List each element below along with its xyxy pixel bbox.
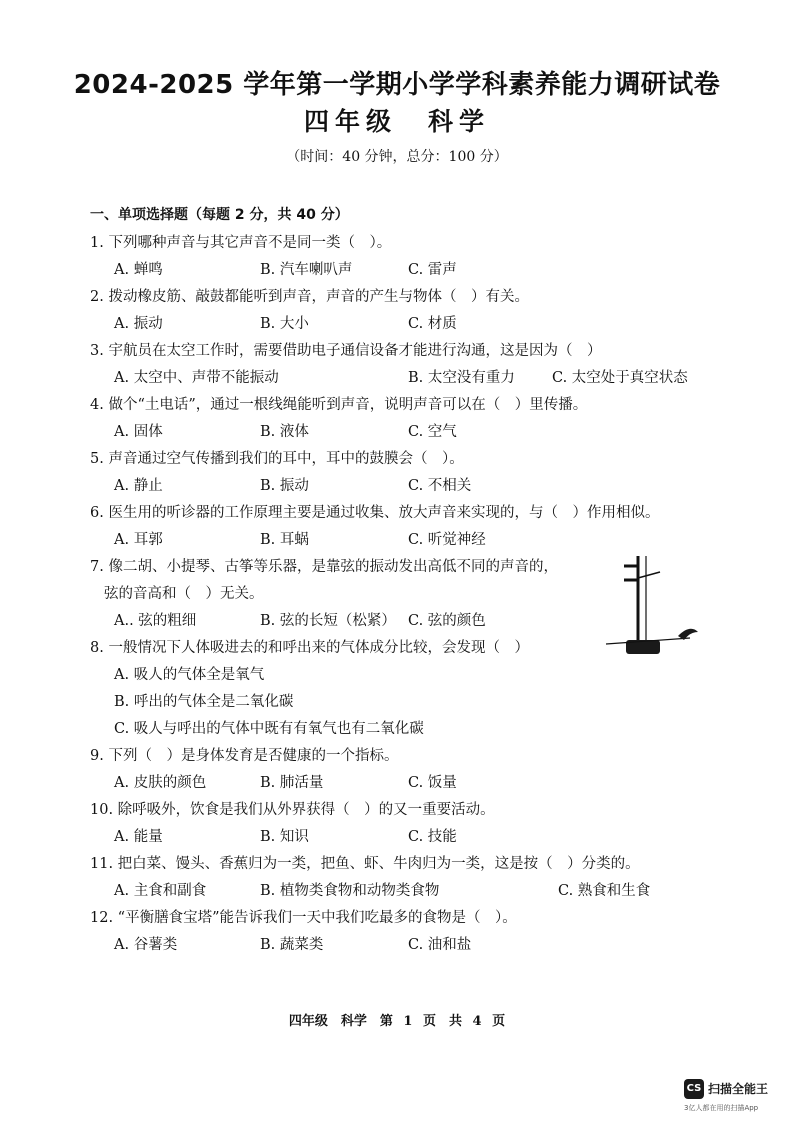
question-4-options [90,419,710,446]
watermark-name: 扫描全能王 [708,1082,769,1096]
erhu-illustration [598,548,708,668]
option-c[interactable]: C. 弦的颜色 [408,613,486,629]
section-title: 一、单项选择题（每题 2 分，共 40 分） [90,207,349,223]
option-a[interactable]: A. 固体 [114,424,163,440]
scanner-watermark [684,1079,790,1119]
question-1-options [90,257,710,284]
question-5: 5. 声音通过空气传播到我们的耳中，耳中的鼓膜会（ ）。 [90,451,464,467]
option-b[interactable]: B. 太空没有重力 [408,370,515,386]
option-c[interactable]: C. 雷声 [408,262,457,278]
question-12: 12. “平衡膳食宝塔”能告诉我们一天中我们吃最多的食物是（ ）。 [90,910,517,926]
question-2-options [90,311,710,338]
option-c[interactable]: C. 太空处于真空状态 [552,370,688,386]
question-7-continued: 弦的音高和（ ）无关。 [104,586,264,602]
option-a[interactable]: A. 能量 [114,829,163,845]
option-c[interactable]: C. 饭量 [408,775,457,791]
exam-title: 2024-2025 学年第一学期小学学科素养能力调研试卷 [73,70,721,100]
option-c[interactable]: C. 空气 [408,424,457,440]
option-b[interactable]: B. 植物类食物和动物类食物 [260,883,440,899]
question-3: 3. 宇航员在太空工作时，需要借助电子通信设备才能进行沟通，这是因为（ ） [90,343,602,359]
option-b[interactable]: B. 弦的长短（松紧） [260,613,396,629]
question-12-options [90,932,710,959]
option-a[interactable]: A. 蝉鸣 [114,262,163,278]
option-a[interactable]: A. 静止 [114,478,163,494]
question-6: 6. 医生用的听诊器的工作原理主要是通过收集、放大声音来实现的，与（ ）作用相似。 [90,505,660,521]
option-b[interactable]: B. 液体 [260,424,309,440]
option-b[interactable]: B. 耳蜗 [260,532,309,548]
option-a[interactable]: A. 太空中、声带不能振动 [114,370,279,386]
option-c[interactable]: C. 听觉神经 [408,532,486,548]
option-a[interactable]: A. 吸人的气体全是氧气 [114,667,265,683]
option-a[interactable]: A.. 弦的粗细 [114,613,197,629]
page-footer: 四年级 科学 第 1 页 共 4 页 [288,1014,506,1029]
question-7: 7. 像二胡、小提琴、古筝等乐器，是靠弦的振动发出高低不同的声音的， [90,559,558,575]
option-b[interactable]: B. 呼出的气体全是二氧化碳 [114,694,294,710]
option-a[interactable]: A. 皮肤的颜色 [114,775,207,791]
question-10: 10. 除呼吸外，饮食是我们从外界获得（ ）的又一重要活动。 [90,802,495,818]
option-b[interactable]: B. 振动 [260,478,309,494]
question-4: 4. 做个“土电话”，通过一根线绳能听到声音，说明声音可以在（ ）里传播。 [90,397,588,413]
watermark-slogan: 3亿人都在用的扫描App [684,1104,759,1112]
option-c[interactable]: C. 吸人与呼出的气体中既有有氧气也有二氧化碳 [114,721,424,737]
question-9-options [90,770,710,797]
question-11-options [90,878,710,905]
option-b[interactable]: B. 肺活量 [260,775,324,791]
question-2: 2. 拨动橡皮筋、敲鼓都能听到声音，声音的产生与物体（ ）有关。 [90,289,529,305]
exam-subtitle: 四年级 科学 [303,107,490,136]
question-8: 8. 一般情况下人体吸进去的和呼出来的气体成分比较，会发现（ ） [90,640,529,656]
option-b[interactable]: B. 汽车喇叭声 [260,262,353,278]
camscanner-logo-icon: CS [684,1079,704,1099]
question-9: 9. 下列（ ）是身体发育是否健康的一个指标。 [90,748,399,764]
option-c[interactable]: C. 材质 [408,316,457,332]
option-b[interactable]: B. 知识 [260,829,309,845]
option-c[interactable]: C. 油和盐 [408,937,472,953]
question-11: 11. 把白菜、馒头、香蕉归为一类，把鱼、虾、牛肉归为一类，这是按（ ）分类的。 [90,856,640,872]
option-b[interactable]: B. 大小 [260,316,309,332]
option-c[interactable]: C. 技能 [408,829,457,845]
question-3-options [90,365,710,392]
option-a[interactable]: A. 谷薯类 [114,937,178,953]
option-c[interactable]: C. 不相关 [408,478,472,494]
option-a[interactable]: A. 耳郭 [114,532,163,548]
exam-meta: （时间：40 分钟，总分：100 分） [286,149,508,165]
option-a[interactable]: A. 振动 [114,316,163,332]
option-b[interactable]: B. 蔬菜类 [260,937,324,953]
question-10-options [90,824,710,851]
question-1: 1. 下列哪种声音与其它声音不是同一类（ ）。 [90,235,392,251]
question-5-options [90,473,710,500]
option-a[interactable]: A. 主食和副食 [114,883,207,899]
option-c[interactable]: C. 熟食和生食 [558,883,651,899]
